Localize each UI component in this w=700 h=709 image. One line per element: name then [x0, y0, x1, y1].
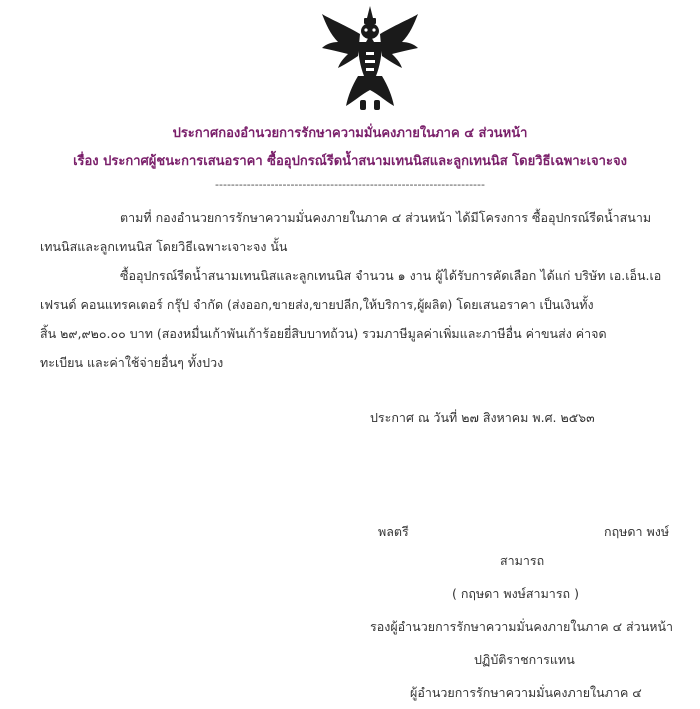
- announcement-subject: เรื่อง ประกาศผู้ชนะการเสนอราคา ซื้ออุปกรณ์รีดน้ำสนามเทนนิสและลูกเทนนิส โดยวิธีเฉพาะเจาะจง: [73, 154, 627, 169]
- signature-position-3: ผู้อำนวยการรักษาความมั่นคงภายในภาค ๔: [410, 685, 642, 700]
- paragraph2-line4: ทะเบียน และค่าใช้จ่ายอื่นๆ ทั้งปวง: [40, 355, 224, 370]
- garuda-emblem-icon: [318, 4, 422, 112]
- heading-divider: --------------------------------------------------------------------: [215, 178, 485, 191]
- announcement-heading: ประกาศกองอำนวยการรักษาความมั่นคงภายในภาค ๔ ส่วนหน้า: [172, 126, 528, 141]
- paragraph1-line1: ตามที่ กองอำนวยการรักษาความมั่นคงภายในภาค ๔ ส่วนหน้า ได้มีโครงการ ซื้ออุปกรณ์รีดน้ำสนาม: [120, 210, 652, 225]
- paragraph2-line2: เฟรนด์ คอนแทรคเตอร์ กรุ๊ป จำกัด (ส่งออก,ขายส่ง,ขายปลีก,ให้บริการ,ผู้ผลิต) โดยเสนอราคา เป็นเงินทั้ง: [40, 297, 594, 312]
- paragraph2-line3: สิ้น ๒๙,๙๒๐.๐๐ บาท (สองหมื่นเก้าพันเก้าร้อยยี่สิบบาทถ้วน) รวมภาษีมูลค่าเพิ่มและภาษีอื่น ค่าขนส่ง ค่าจด: [40, 326, 607, 341]
- paragraph1-line2: เทนนิสและลูกเทนนิส โดยวิธีเฉพาะเจาะจง นั้น: [40, 239, 288, 254]
- signature-position-2: ปฏิบัติราชการแทน: [474, 652, 575, 667]
- signature-name-part2: สามารถ: [500, 553, 545, 568]
- signature-position-1: รองผู้อำนวยการรักษาความมั่นคงภายในภาค ๔ ส่วนหน้า: [370, 619, 674, 634]
- signature-full-name: ( กฤษดา พงษ์สามารถ ): [452, 586, 579, 601]
- signature-rank: พลตรี: [378, 524, 409, 539]
- signature-name-part1: กฤษดา พงษ์: [604, 524, 670, 539]
- paragraph2-line1: ซื้ออุปกรณ์รีดน้ำสนามเทนนิสและลูกเทนนิส จำนวน ๑ งาน ผู้ได้รับการคัดเลือก ได้แก่ บริษัท เอ.เอ็น.เอ: [120, 268, 662, 283]
- announce-date: ประกาศ ณ วันที่ ๒๗ สิงหาคม พ.ศ. ๒๕๖๓: [370, 410, 595, 425]
